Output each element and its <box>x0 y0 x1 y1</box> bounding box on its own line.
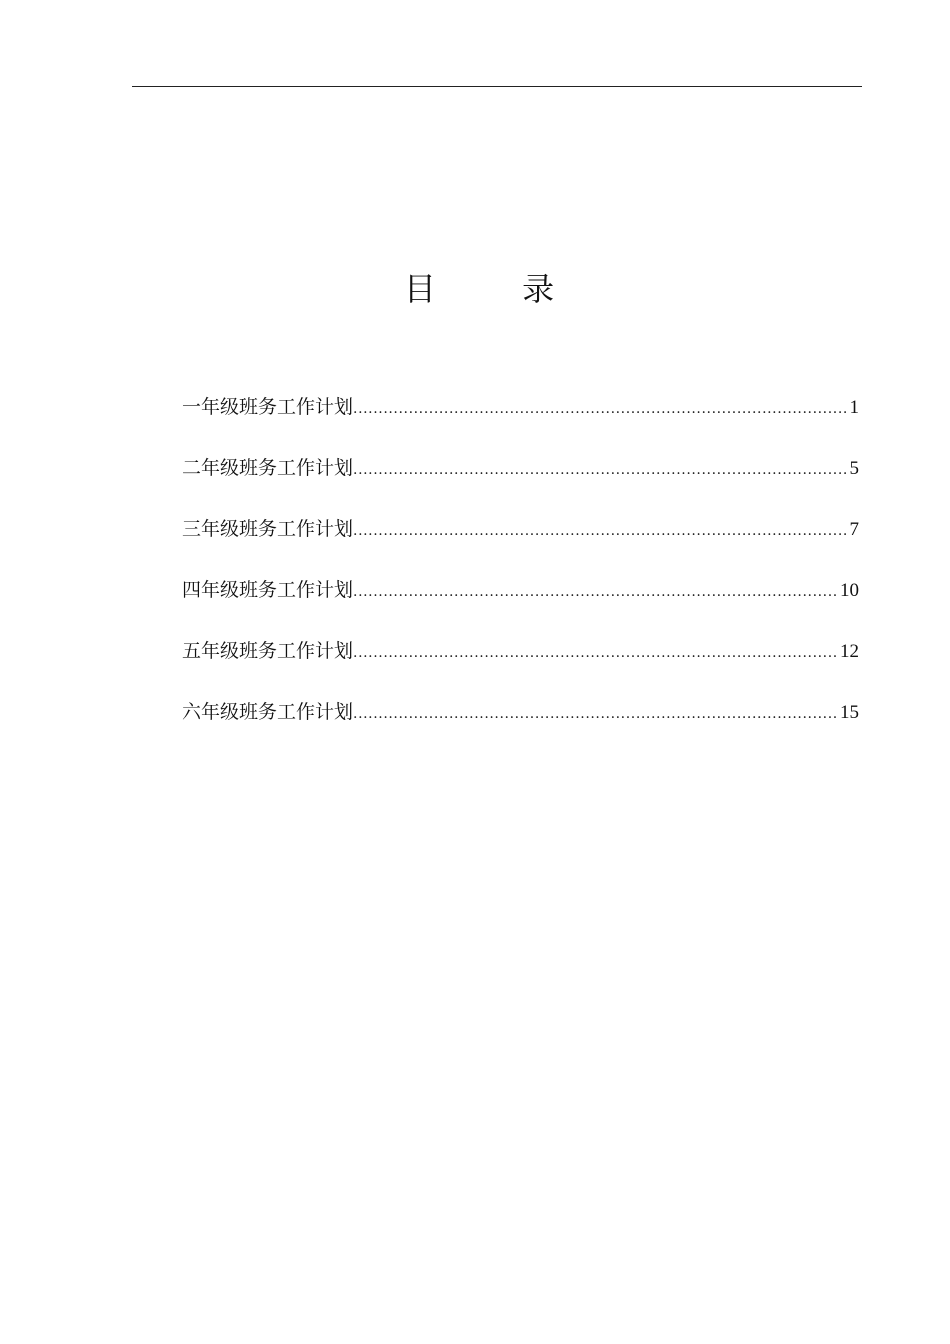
toc-entry-page-number: 1 <box>849 397 859 418</box>
toc-entry-page-number: 7 <box>849 519 859 540</box>
toc-entry-label: 一年级班务工作计划 <box>182 396 354 418</box>
toc-entry-page-number: 10 <box>840 580 859 601</box>
toc-dot-leader <box>353 577 838 607</box>
toc-entry-page-number: 12 <box>840 641 859 662</box>
toc-dot-leader <box>353 699 838 729</box>
toc-dot-leader <box>353 638 838 668</box>
toc-entry-grade-2[interactable] <box>182 453 859 514</box>
toc-dot-leader <box>353 394 847 424</box>
toc-title: 目 录 <box>403 270 593 308</box>
toc-entry-grade-4[interactable] <box>182 575 859 636</box>
toc-entry-label: 三年级班务工作计划 <box>182 518 354 540</box>
toc-entry-label: 二年级班务工作计划 <box>182 457 354 479</box>
toc-entry-grade-3[interactable] <box>182 514 859 575</box>
toc-dot-leader <box>353 455 847 485</box>
toc-list <box>182 392 859 758</box>
toc-entry-label: 六年级班务工作计划 <box>182 701 354 723</box>
toc-entry-page-number: 15 <box>840 702 859 723</box>
toc-entry-page-number: 5 <box>849 458 859 479</box>
toc-dot-leader <box>353 516 847 546</box>
toc-entry-label: 五年级班务工作计划 <box>182 640 354 662</box>
header-rule <box>132 86 862 87</box>
toc-entry-label: 四年级班务工作计划 <box>182 579 354 601</box>
toc-entry-grade-1[interactable] <box>182 392 859 453</box>
toc-entry-grade-6[interactable] <box>182 697 859 758</box>
toc-entry-grade-5[interactable] <box>182 636 859 697</box>
